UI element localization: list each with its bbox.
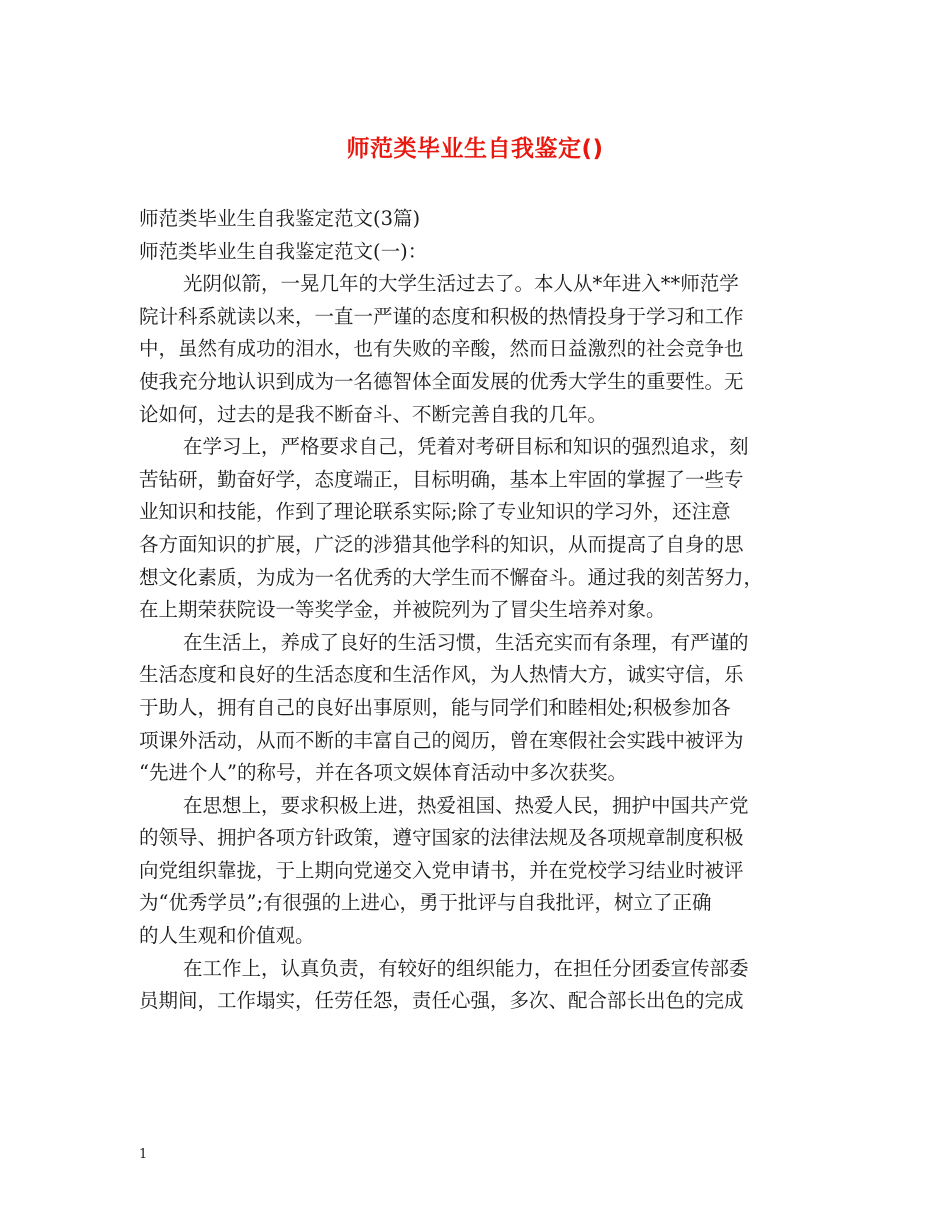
paragraph-line: 光阴似箭，一晃几年的大学生活过去了。本人从*年进入**师范学 [183,272,739,296]
paragraph-line: 向党组织靠拢，于上期向党递交入党申请书，并在党校学习结业时被评 [139,858,744,882]
paragraph-line: 业知识和技能，作到了理论联系实际;除了专业知识的学习外，还注意 [139,500,731,524]
paragraph [139,953,819,1018]
paragraph-line: 于助人，拥有自己的良好出事原则，能与同学们和睦相处;积极参加各 [139,695,731,719]
paragraph-line: 的人生观和价值观。 [139,924,315,948]
paragraph-line: 苦钻研，勤奋好学，态度端正，目标明确，基本上牢固的掌握了一些专 [139,467,744,491]
paragraph-line: 在工作上，认真负责，有较好的组织能力，在担任分团委宣传部委 [183,956,749,980]
page-number: 1 [139,1147,148,1162]
paragraph-line: 员期间，工作塌实，任劳任怨，责任心强，多次、配合部长出色的完成 [139,989,744,1013]
heading-line: 师范类毕业生自我鉴定范文(3篇) [139,207,421,230]
paragraph-line: 使我充分地认识到成为一名德智体全面发展的优秀大学生的重要性。无 [139,369,744,393]
paragraph-line: 项课外活动，从而不断的丰富自己的阅历，曾在寒假社会实践中被评为 [139,728,744,752]
paragraph-line: “先进个人”的称号，并在各项文娱体育活动中多次获奖。 [139,761,627,785]
document-title: 师范类毕业生自我鉴定() [346,136,604,162]
paragraph-line: 论如何，过去的是我不断奋斗、不断完善自我的几年。 [139,402,608,426]
paragraph-line: 在生活上，养成了良好的生活习惯，生活充实而有条理，有严谨的 [183,630,749,654]
document-body [139,203,819,1018]
paragraph-line: 为“优秀学员”;有很强的上进心，勇于批评与自我批评，树立了正确 [139,891,712,915]
paragraph-line: 在上期荣获院设一等奖学金，并被院列为了冒尖生培养对象。 [139,598,666,622]
paragraph [139,627,819,790]
paragraph-line: 院计科系就读以来，一直一严谨的态度和积极的热情投身于学习和工作 [139,304,744,328]
paragraph-line: 在思想上，要求积极上进，热爱祖国、热爱人民，拥护中国共产党 [183,793,749,817]
paragraph [139,268,819,431]
paragraph-line: 生活态度和良好的生活态度和生活作风，为人热情大方，诚实守信，乐 [139,663,744,687]
paragraph-line: 想文化素质，为成为一名优秀的大学生而不懈奋斗。通过我的刻苦努力， [139,565,764,589]
paragraph-line: 的领导、拥护各项方针政策，遵守国家的法律法规及各项规章制度积极 [139,826,744,850]
heading-line: 师范类毕业生自我鉴定范文(一)： [139,239,428,263]
paragraph-line: 在学习上，严格要求自己，凭着对考研目标和知识的强烈追求，刻 [183,435,749,459]
paragraph [139,431,819,627]
paragraph-line: 中，虽然有成功的泪水，也有失败的辛酸，然而日益激烈的社会竞争也 [139,337,744,361]
paragraph [139,790,819,953]
paragraph-line: 各方面知识的扩展，广泛的涉猎其他学科的知识，从而提高了自身的思 [139,532,744,556]
